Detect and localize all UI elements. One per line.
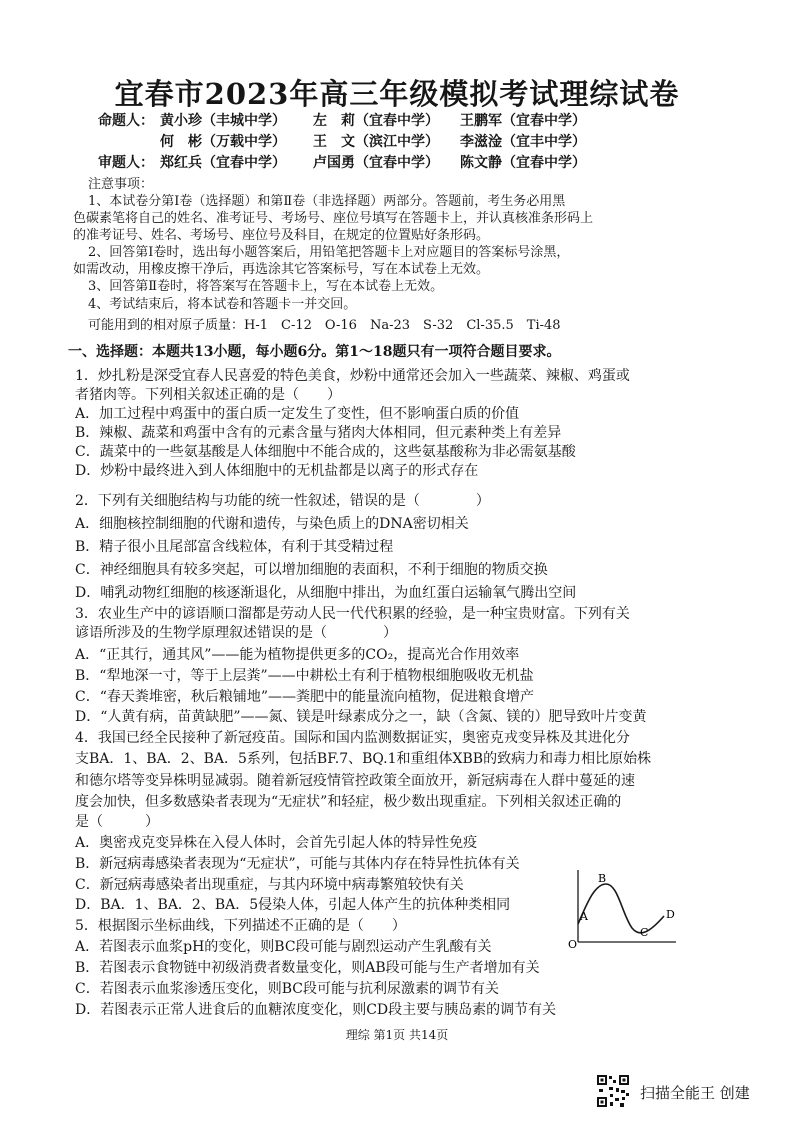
author-name: 何 彬（万载中学） xyxy=(160,134,286,150)
origin-label: O xyxy=(568,938,578,951)
notes-heading: 注意事项： xyxy=(88,177,154,192)
question-5-option-b: B．若图表示食物链中初级消费者数量变化，则AB段可能与生产者增加有关 xyxy=(75,960,540,976)
question-1-stem: 者猪肉等。下列相关叙述正确的是（ ） xyxy=(75,387,341,403)
question-5-option-d: D．若图表示正常人进食后的血糖浓度变化，则CD段主要与胰岛素的调节有关 xyxy=(75,1002,557,1018)
coordinate-curve-figure xyxy=(566,866,682,952)
notes-line: 3、回答第Ⅱ卷时，将答案写在答题卡上，写在本试卷上无效。 xyxy=(88,279,444,294)
question-4-option-b: B．新冠病毒感染者表现为“无症状”，可能与其体内存在特异性抗体有关 xyxy=(75,856,520,872)
question-4-stem: 度会加快，但多数感染者表现为“无症状”和轻症，极少数出现重症。下列相关叙述正确的 xyxy=(75,794,622,810)
page-footer: 理综 第1页 共14页 xyxy=(345,1028,449,1042)
notes-line: 1、本试卷分第Ⅰ卷（选择题）和第Ⅱ卷（非选择题）两部分。答题前，考生务必用黑 xyxy=(88,194,566,209)
question-4-option-a: A．奥密戎克变异株在入侵人体时，会首先引起人体的特异性免疫 xyxy=(75,835,478,851)
curve-label-b: B xyxy=(598,872,607,885)
author-name: 李滋淦（宜丰中学） xyxy=(460,134,586,150)
author-name: 黄小珍（丰城中学） xyxy=(160,113,286,129)
reviewer-name: 郑红兵（宜春中学） xyxy=(160,155,286,171)
notes-line: 2、回答第Ⅰ卷时，选出每小题答案后，用铅笔把答题卡上对应题目的答案标号涂黑， xyxy=(88,245,570,260)
author-name: 王 文（滨江中学） xyxy=(313,134,439,150)
curve-label-c: C xyxy=(640,926,649,939)
reviewer-name: 陈文静（宜春中学） xyxy=(460,155,586,171)
qr-code-icon xyxy=(596,1074,630,1108)
question-3-option-b: B．“犁地深一寸，等于上层粪”——中耕松土有利于植物根细胞吸收无机盐 xyxy=(75,668,534,684)
question-1-option-d: D．炒粉中最终进入到人体细胞中的无机盐都是以离子的形式存在 xyxy=(75,463,479,479)
curve-label-a: A xyxy=(580,910,588,923)
question-3-option-d: D．“人黄有病，苗黄缺肥”——氮、镁是叶绿素成分之一，缺（含氮、镁的）肥导致叶片变黄 xyxy=(75,709,647,725)
question-5-stem: 5．根据图示坐标曲线，下列描述不正确的是（ ） xyxy=(75,918,406,934)
question-1-option-a: A．加工过程中鸡蛋中的蛋白质一定发生了变性，但不影响蛋白质的价值 xyxy=(75,406,520,422)
question-4-stem: 支BA．1、BA．2、BA．5系列，包括BF.7、BQ.1和重组体XBB的致病力和毒力相比原始株 xyxy=(75,751,652,767)
question-2-option-c: C．神经细胞具有较多突起，可以增加细胞的表面积，不利于细胞的物质交换 xyxy=(75,562,548,578)
question-2-option-b: B．精子很小且尾部富含线粒体，有利于其受精过程 xyxy=(75,539,394,555)
exam-title: 宜春市2023年高三年级模拟考试理综试卷 xyxy=(114,77,680,111)
question-2-option-d: D．哺乳动物红细胞的核逐渐退化，从细胞中排出，为血红蛋白运输氧气腾出空间 xyxy=(75,585,577,601)
curve-line xyxy=(578,884,664,933)
question-3-stem: 谚语所涉及的生物学原理叙述错误的是（ ） xyxy=(75,625,397,641)
author-name: 王鹏军（宜春中学） xyxy=(460,113,586,129)
author-name: 左 莉（宜春中学） xyxy=(313,113,439,129)
notes-line: 色碳素笔将自己的姓名、准考证号、考场号、座位号填写在答题卡上，并认真核准条形码上 xyxy=(73,211,594,226)
notes-line: 4、考试结束后，将本试卷和答题卡一并交回。 xyxy=(88,297,357,312)
question-1-option-b: B．辣椒、蔬菜和鸡蛋中含有的元素含量与猪肉大体相同，但元素种类上有差异 xyxy=(75,425,562,441)
question-2-option-a: A．细胞核控制细胞的代谢和遗传，与染色质上的DNA密切相关 xyxy=(75,516,469,532)
atomic-masses: 可能用到的相对原子质量：H-1 C-12 O-16 Na-23 S-32 Cl-35.5 Ti-48 xyxy=(88,318,561,333)
proposer-label: 命题人： xyxy=(98,113,154,129)
question-3-option-c: C．“春天粪堆密，秋后粮铺地”——粪肥中的能量流向植物，促进粮食增产 xyxy=(75,689,535,705)
question-5-option-c: C．若图表示血浆渗透压变化，则BC段可能与抗利尿激素的调节有关 xyxy=(75,981,499,997)
reviewer-name: 卢国勇（宜春中学） xyxy=(313,155,439,171)
question-3-option-a: A．“正其行，通其风”——能为植物提供更多的CO₂，提高光合作用效率 xyxy=(75,647,520,663)
curve-label-d: D xyxy=(666,908,675,921)
question-2-stem: 2．下列有关细胞结构与功能的统一性叙述，错误的是（ ） xyxy=(75,493,490,509)
question-1-stem: 1．炒扎粉是深受宜春人民喜爱的特色美食，炒粉中通常还会加入一些蔬菜、辣椒、鸡蛋或 xyxy=(75,368,630,384)
notes-line: 如需改动，用橡皮擦干净后，再选涂其它答案标号，写在本试卷上无效。 xyxy=(73,262,490,277)
notes-line: 的准考证号、姓名、考场号、座位号及科目，在规定的位置贴好条形码。 xyxy=(73,228,490,243)
question-5-option-a: A．若图表示血浆pH的变化，则BC段可能与剧烈运动产生乳酸有关 xyxy=(75,939,492,955)
question-4-stem: 4．我国已经全民接种了新冠疫苗。国际和国内监测数据证实，奥密克戎变异株及其进化分 xyxy=(75,730,630,746)
question-3-stem: 3．农业生产中的谚语顺口溜都是劳动人民一代代积累的经验，是一种宝贵财富。下列有关 xyxy=(75,606,630,622)
question-4-option-c: C．新冠病毒感染者出现重症，与其内环境中病毒繁殖较快有关 xyxy=(75,877,464,893)
scanner-watermark: 扫描全能王 创建 xyxy=(640,1084,750,1102)
question-1-option-c: C．蔬菜中的一些氨基酸是人体细胞中不能合成的，这些氨基酸称为非必需氨基酸 xyxy=(75,444,576,460)
question-4-option-d: D．BA．1、BA．2、BA．5侵染人体，引起人体产生的抗体种类相同 xyxy=(75,897,511,913)
section-heading: 一、选择题：本题共13小题，每小题6分。第1～18题只有一项符合题目要求。 xyxy=(68,344,561,360)
question-4-stem: 是（ ） xyxy=(75,814,159,830)
reviewer-label: 审题人： xyxy=(98,155,154,171)
question-4-stem: 和德尔塔等变异株明显减弱。随着新冠疫情管控政策全面放开，新冠病毒在人群中蔓延的速 xyxy=(75,773,635,789)
